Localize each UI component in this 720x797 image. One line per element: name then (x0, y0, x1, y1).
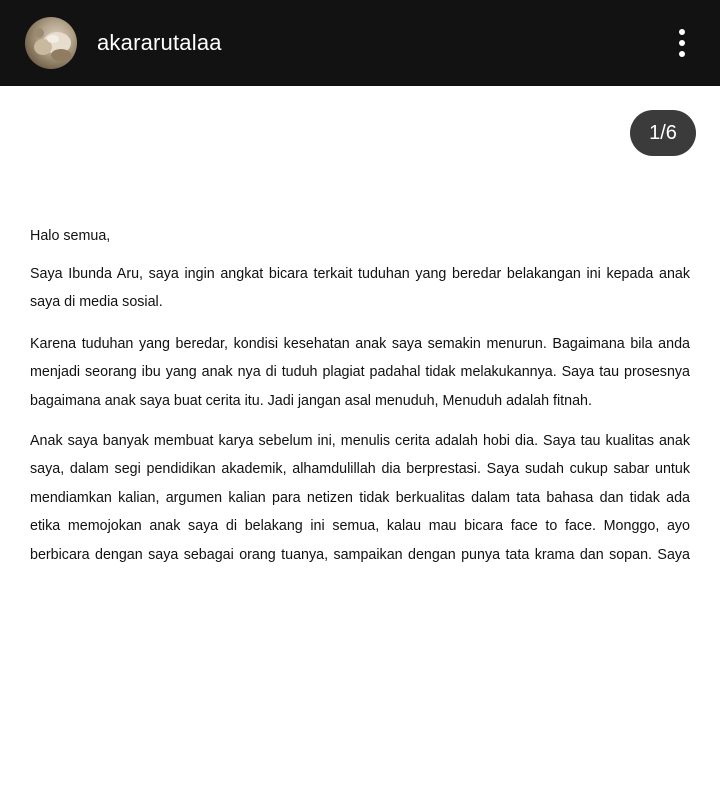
menu-dot (679, 29, 685, 35)
profile-photo-icon (25, 17, 77, 69)
letter-document (30, 222, 690, 570)
menu-dot (679, 40, 685, 46)
username[interactable]: akararutalaa (97, 30, 222, 55)
letter-paragraph: Karena tuduhan yang beredar, kondisi kesehatan anak saya semakin menurun. Bagaimana bila anda menjadi seorang ibu yang anak nya di tuduh plagiat padahal tidak melakukannya. Saya tau prosesnya bagaimana anak saya buat cerita itu. Jadi jangan asal menuduh, Menuduh adalah fitnah. (30, 335, 690, 409)
carousel-page-counter: 1/6 (630, 110, 696, 156)
more-vertical-icon[interactable] (670, 24, 694, 62)
letter-paragraph: Saya Ibunda Aru, saya ingin angkat bicara terkait tuduhan yang beredar belakangan ini kepada anak saya di media sosial. (30, 265, 690, 311)
letter-paragraph: Anak saya banyak membuat karya sebelum ini, menulis cerita adalah hobi dia. Saya tau kualitas anak saya, dalam segi pendidikan akademik, alhamdulillah dia berprestasi. Saya sudah cukup sabar untuk mendiamkan kalian, argumen kalian para netizen tidak berkualitas dalam tata bahasa dan tidak ada etika memojokan anak saya di belakang ini semua, kalau mau bicara face to face. Monggo, ayo berbicara dengan saya sebagai orang tuanya, sampaikan dengan punya tata krama dan sopan. Saya (30, 432, 690, 563)
post-header (0, 0, 720, 86)
menu-dot (679, 51, 685, 57)
letter-greeting: Halo semua, (30, 228, 111, 244)
avatar[interactable] (25, 17, 77, 69)
